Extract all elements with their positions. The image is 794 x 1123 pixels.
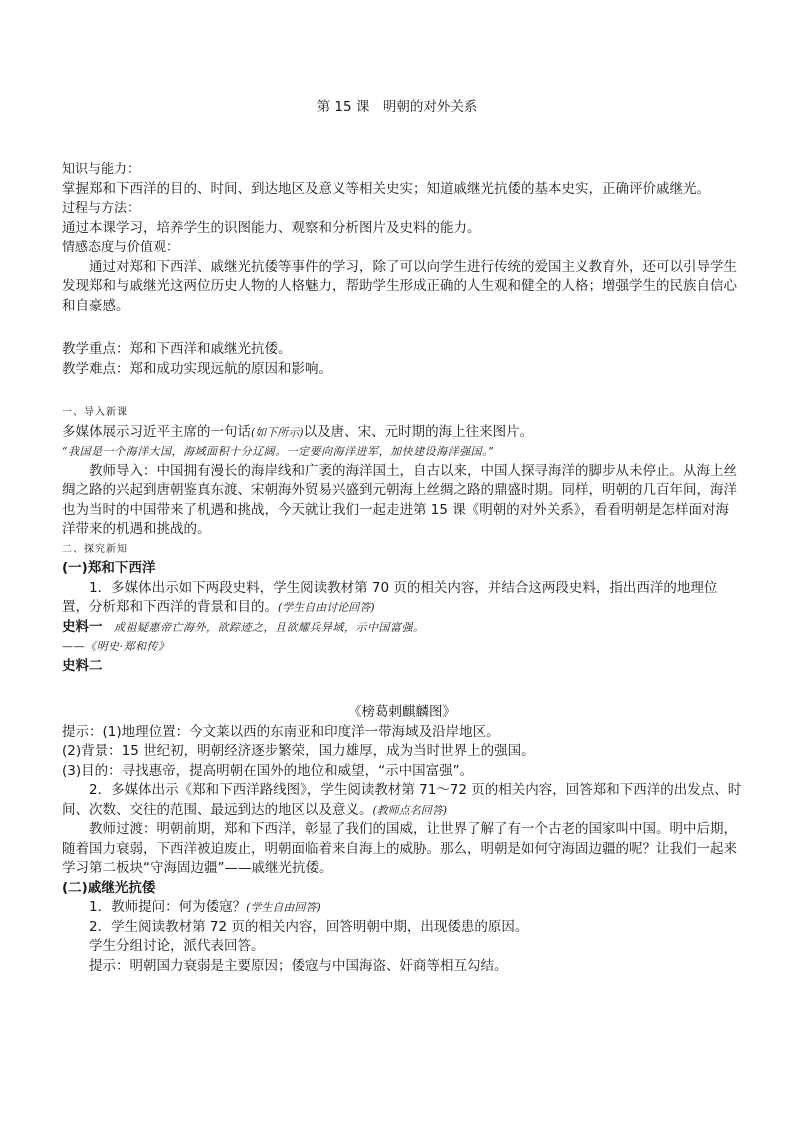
source1-line bbox=[62, 618, 742, 638]
source1-text: 成祖疑惠帝亡海外，欲踪迹之，且欲耀兵异域，示中国富强。 bbox=[102, 620, 425, 634]
process-label: 过程与方法： bbox=[62, 201, 141, 216]
section-heading-explore: 二、探究新知 bbox=[62, 543, 128, 555]
item1-note: (学生自由讨论回答) bbox=[278, 601, 375, 614]
teacher-transition: 教师过渡：明朝前期，郑和下西洋，彰显了我们的国威，让世界了解了有一个古老的国家叫中国。明中后期，随着国力衰弱，下西洋被迫废止，明朝面临着来自海上的威胁。那么，明朝是如何守海固边疆的呢？让我们一起来学习第二板块“守海固边疆”——戚继光抗倭。 bbox=[62, 821, 737, 876]
item3-paragraph bbox=[62, 898, 742, 918]
page-title: 第 15 课 明朝的对外关系 bbox=[316, 99, 478, 115]
emotion-label: 情感态度与价值观： bbox=[62, 240, 180, 255]
knowledge-text: 掌握郑和下西洋的目的、时间、到达地区及意义等相关史实；知道戚继光抗倭的基本史实，正确评价戚继光。 bbox=[62, 180, 710, 197]
intro-text-b: 以及唐、宋、元时期的海上往来图片。 bbox=[303, 423, 534, 440]
part2-title: (二)戚继光抗倭 bbox=[62, 879, 156, 896]
item3-note: (学生自由回答) bbox=[246, 901, 321, 914]
item3-text: 1．教师提问：何为倭寇？ bbox=[89, 899, 247, 915]
hint-location: 提示：(1)地理位置：今文莱以西的东南亚和印度洋一带海域及沿岸地区。 bbox=[62, 723, 500, 740]
source2-label: 史料二 bbox=[62, 657, 103, 674]
section-heading-intro: 一、导入新课 bbox=[62, 407, 128, 418]
process-text: 通过本课学习，培养学生的识图能力、观察和分析图片及史料的能力。 bbox=[62, 219, 481, 236]
intro-note: (如下所示) bbox=[251, 425, 304, 439]
intro-text-a: 多媒体展示习近平主席的一句话 bbox=[62, 423, 251, 440]
teacher-intro: 教师导入：中国拥有漫长的海岸线和广袤的海洋国土，自古以来，中国人探寻海洋的脚步从未停止。从海上丝绸之路的兴起到唐朝鉴真东渡、宋朝海外贸易兴盛到元朝海上丝绸之路的鼎盛时期。同样，明朝的几百年间，海洋也为当时的中国带来了机遇和挑战，今天就让我们一起走进第 15 课《明朝的对外关系》，看看明朝是怎样面对海洋带来的机遇和挑战的。 bbox=[62, 462, 737, 537]
xi-quote: “我国是一个海洋大国，海域面积十分辽阔。一定要向海洋进军，加快建设海洋强国。” bbox=[62, 445, 495, 458]
item1-text: 1．多媒体出示如下两段史料，学生阅读教材第 70 页的相关内容，并结合这两段史料，指出西洋的地理位置，分析郑和下西洋的背景和目的。 bbox=[62, 579, 718, 615]
intro-paragraph bbox=[62, 423, 742, 443]
hint-causes: 提示：明朝国力衰弱是主要原因；倭寇与中国海盗、奸商等相互勾结。 bbox=[89, 957, 508, 974]
hint-purpose: (3)目的：寻找惠帝，提高明朝在国外的地位和威望，“示中国富强”。 bbox=[62, 762, 474, 779]
source1-label: 史料一 bbox=[62, 618, 103, 635]
item1-paragraph bbox=[62, 579, 742, 618]
teaching-difficulty: 教学难点：郑和成功实现远航的原因和影响。 bbox=[62, 360, 332, 377]
teaching-focus: 教学重点：郑和下西洋和戚继光抗倭。 bbox=[62, 341, 292, 357]
item4-text: 2．学生阅读教材第 72 页的相关内容，回答明朝中期，出现倭患的原因。 bbox=[89, 918, 529, 935]
source1-citation: ——《明史·郑和传》 bbox=[62, 640, 170, 653]
item2-note: (教师点名回答) bbox=[372, 803, 448, 817]
item2-paragraph bbox=[62, 781, 742, 820]
hint-background: (2)背景：15 世纪初，明朝经济逐步繁荣，国力雄厚，成为当时世界上的强国。 bbox=[62, 743, 535, 759]
part1-title: (一)郑和下西洋 bbox=[62, 560, 156, 576]
image-caption: 《榜葛剌麒麟图》 bbox=[348, 704, 456, 720]
document-body bbox=[62, 160, 742, 976]
item2-text: 2．多媒体出示《郑和下西洋路线图》，学生阅读教材第 71～72 页的相关内容，回答郑和下西洋的出发点、时间、次数、交往的范围、最远到达的地区以及意义。 bbox=[62, 782, 742, 818]
group-discussion: 学生分组讨论，派代表回答。 bbox=[89, 938, 265, 954]
knowledge-label: 知识与能力： bbox=[62, 162, 141, 177]
emotion-text: 通过对郑和下西洋、戚继光抗倭等事件的学习，除了可以向学生进行传统的爱国主义教育外，还可以引导学生发现郑和与戚继光这两位历史人物的人格魅力，帮助学生形成正确的人生观和健全的人格；增强学生的民族自信心和自豪感。 bbox=[62, 258, 737, 314]
